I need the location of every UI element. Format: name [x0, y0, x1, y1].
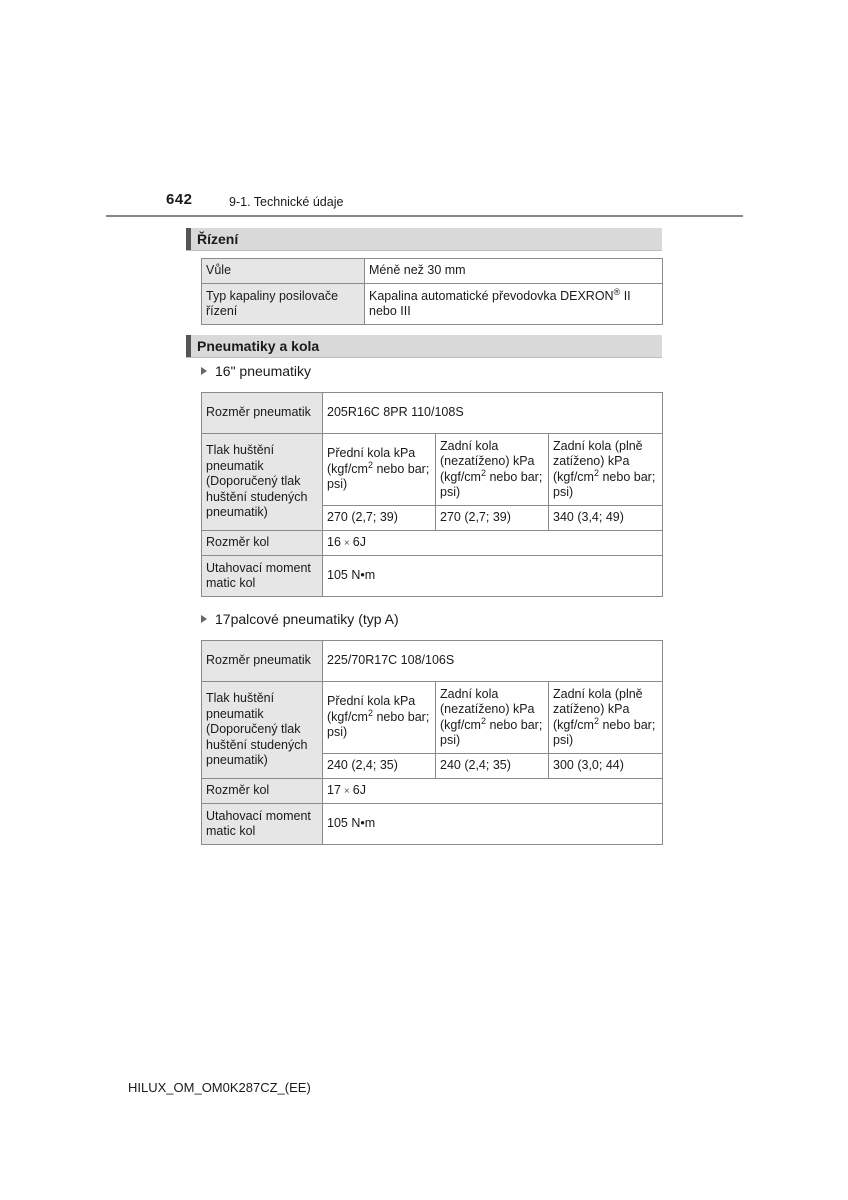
row-label: Utahovací moment matic kol — [202, 556, 323, 597]
triangle-bullet-icon — [201, 367, 207, 375]
running-head: 9-1. Technické údaje — [229, 195, 344, 209]
row-label: Utahovací moment matic kol — [202, 804, 323, 845]
row-label: Tlak huštění pneumatik (Doporučený tlak huštění studených pneumatik) — [202, 682, 323, 779]
table-row — [202, 393, 663, 434]
steering-table — [201, 258, 663, 325]
table-row — [202, 556, 663, 597]
times-icon: × — [343, 537, 350, 549]
row-label: Rozměr pneumatik — [202, 393, 323, 434]
table-row — [202, 804, 663, 845]
row-label: Tlak huštění pneumatik (Doporučený tlak huštění studených pneumatik) — [202, 434, 323, 531]
tire-table-16 — [201, 392, 663, 597]
registered-mark: ® — [613, 286, 621, 297]
pressure-value: 270 (2,7; 39) — [323, 506, 436, 531]
page-number: 642 — [166, 191, 193, 208]
row-value: 205R16C 8PR 110/108S — [323, 393, 663, 434]
section-marker — [186, 228, 191, 250]
column-header: Zadní kola (plně zatíženo) kPa ($kgf/cm^2$ nebo bar; psi) — [549, 434, 663, 506]
tire-table-17 — [201, 640, 663, 845]
row-value: 16 × 6J — [323, 531, 663, 556]
table-row — [202, 682, 663, 754]
table-row — [202, 641, 663, 682]
pressure-value: 300 (3,0; 44) — [549, 754, 663, 779]
row-value: 105 N•m — [323, 556, 663, 597]
column-header: Zadní kola (plně zatíženo) kPa ($kgf/cm^2$ nebo bar; psi) — [549, 682, 663, 754]
column-header: Zadní kola (nezatíženo) kPa ($kgf/cm^2$ nebo bar; psi) — [436, 682, 549, 754]
subheading-16-inch — [201, 363, 311, 379]
section-title: Řízení — [197, 231, 239, 247]
pressure-value: 240 (2,4; 35) — [436, 754, 549, 779]
times-icon: × — [343, 785, 350, 797]
section-bar-steering — [186, 228, 662, 251]
pressure-value: 340 (3,4; 49) — [549, 506, 663, 531]
row-label: Rozměr kol — [202, 531, 323, 556]
value-text: II nebo III — [369, 288, 631, 318]
value-text: Kapalina automatické převodovka DEXRON — [369, 288, 614, 303]
subheading-17-inch — [201, 611, 399, 627]
table-row — [202, 779, 663, 804]
row-value: 105 N•m — [323, 804, 663, 845]
column-header: Přední kola kPa ($kgf/cm^2$ nebo bar; psi) — [323, 682, 436, 754]
header-rule — [106, 215, 743, 217]
section-title: Pneumatiky a kola — [197, 338, 320, 354]
row-value: Méně než 30 mm — [365, 259, 663, 284]
row-label: Rozměr pneumatik — [202, 641, 323, 682]
triangle-bullet-icon — [201, 615, 207, 623]
column-header: Přední kola kPa ($kgf/cm^2$ nebo bar; psi) — [323, 434, 436, 506]
column-header: Zadní kola (nezatíženo) kPa ($kgf/cm^2$ nebo bar; psi) — [436, 434, 549, 506]
row-value: 17 × 6J — [323, 779, 663, 804]
section-bar-tires — [186, 335, 662, 358]
table-row — [202, 434, 663, 506]
subheading-text: 16" pneumatiky — [215, 363, 312, 379]
table-row — [202, 259, 663, 284]
row-label: Vůle — [202, 259, 365, 284]
table-row — [202, 284, 663, 325]
row-value: 225/70R17C 108/106S — [323, 641, 663, 682]
pressure-value: 270 (2,7; 39) — [436, 506, 549, 531]
subheading-text: 17palcové pneumatiky (typ A) — [215, 611, 399, 627]
pressure-value: 240 (2,4; 35) — [323, 754, 436, 779]
footer-code: HILUX_OM_OM0K287CZ_(EE) — [128, 1080, 311, 1095]
row-label: Typ kapaliny posilovače řízení — [202, 284, 365, 325]
section-marker — [186, 335, 191, 357]
row-label: Rozměr kol — [202, 779, 323, 804]
table-row — [202, 531, 663, 556]
row-value — [365, 284, 663, 325]
